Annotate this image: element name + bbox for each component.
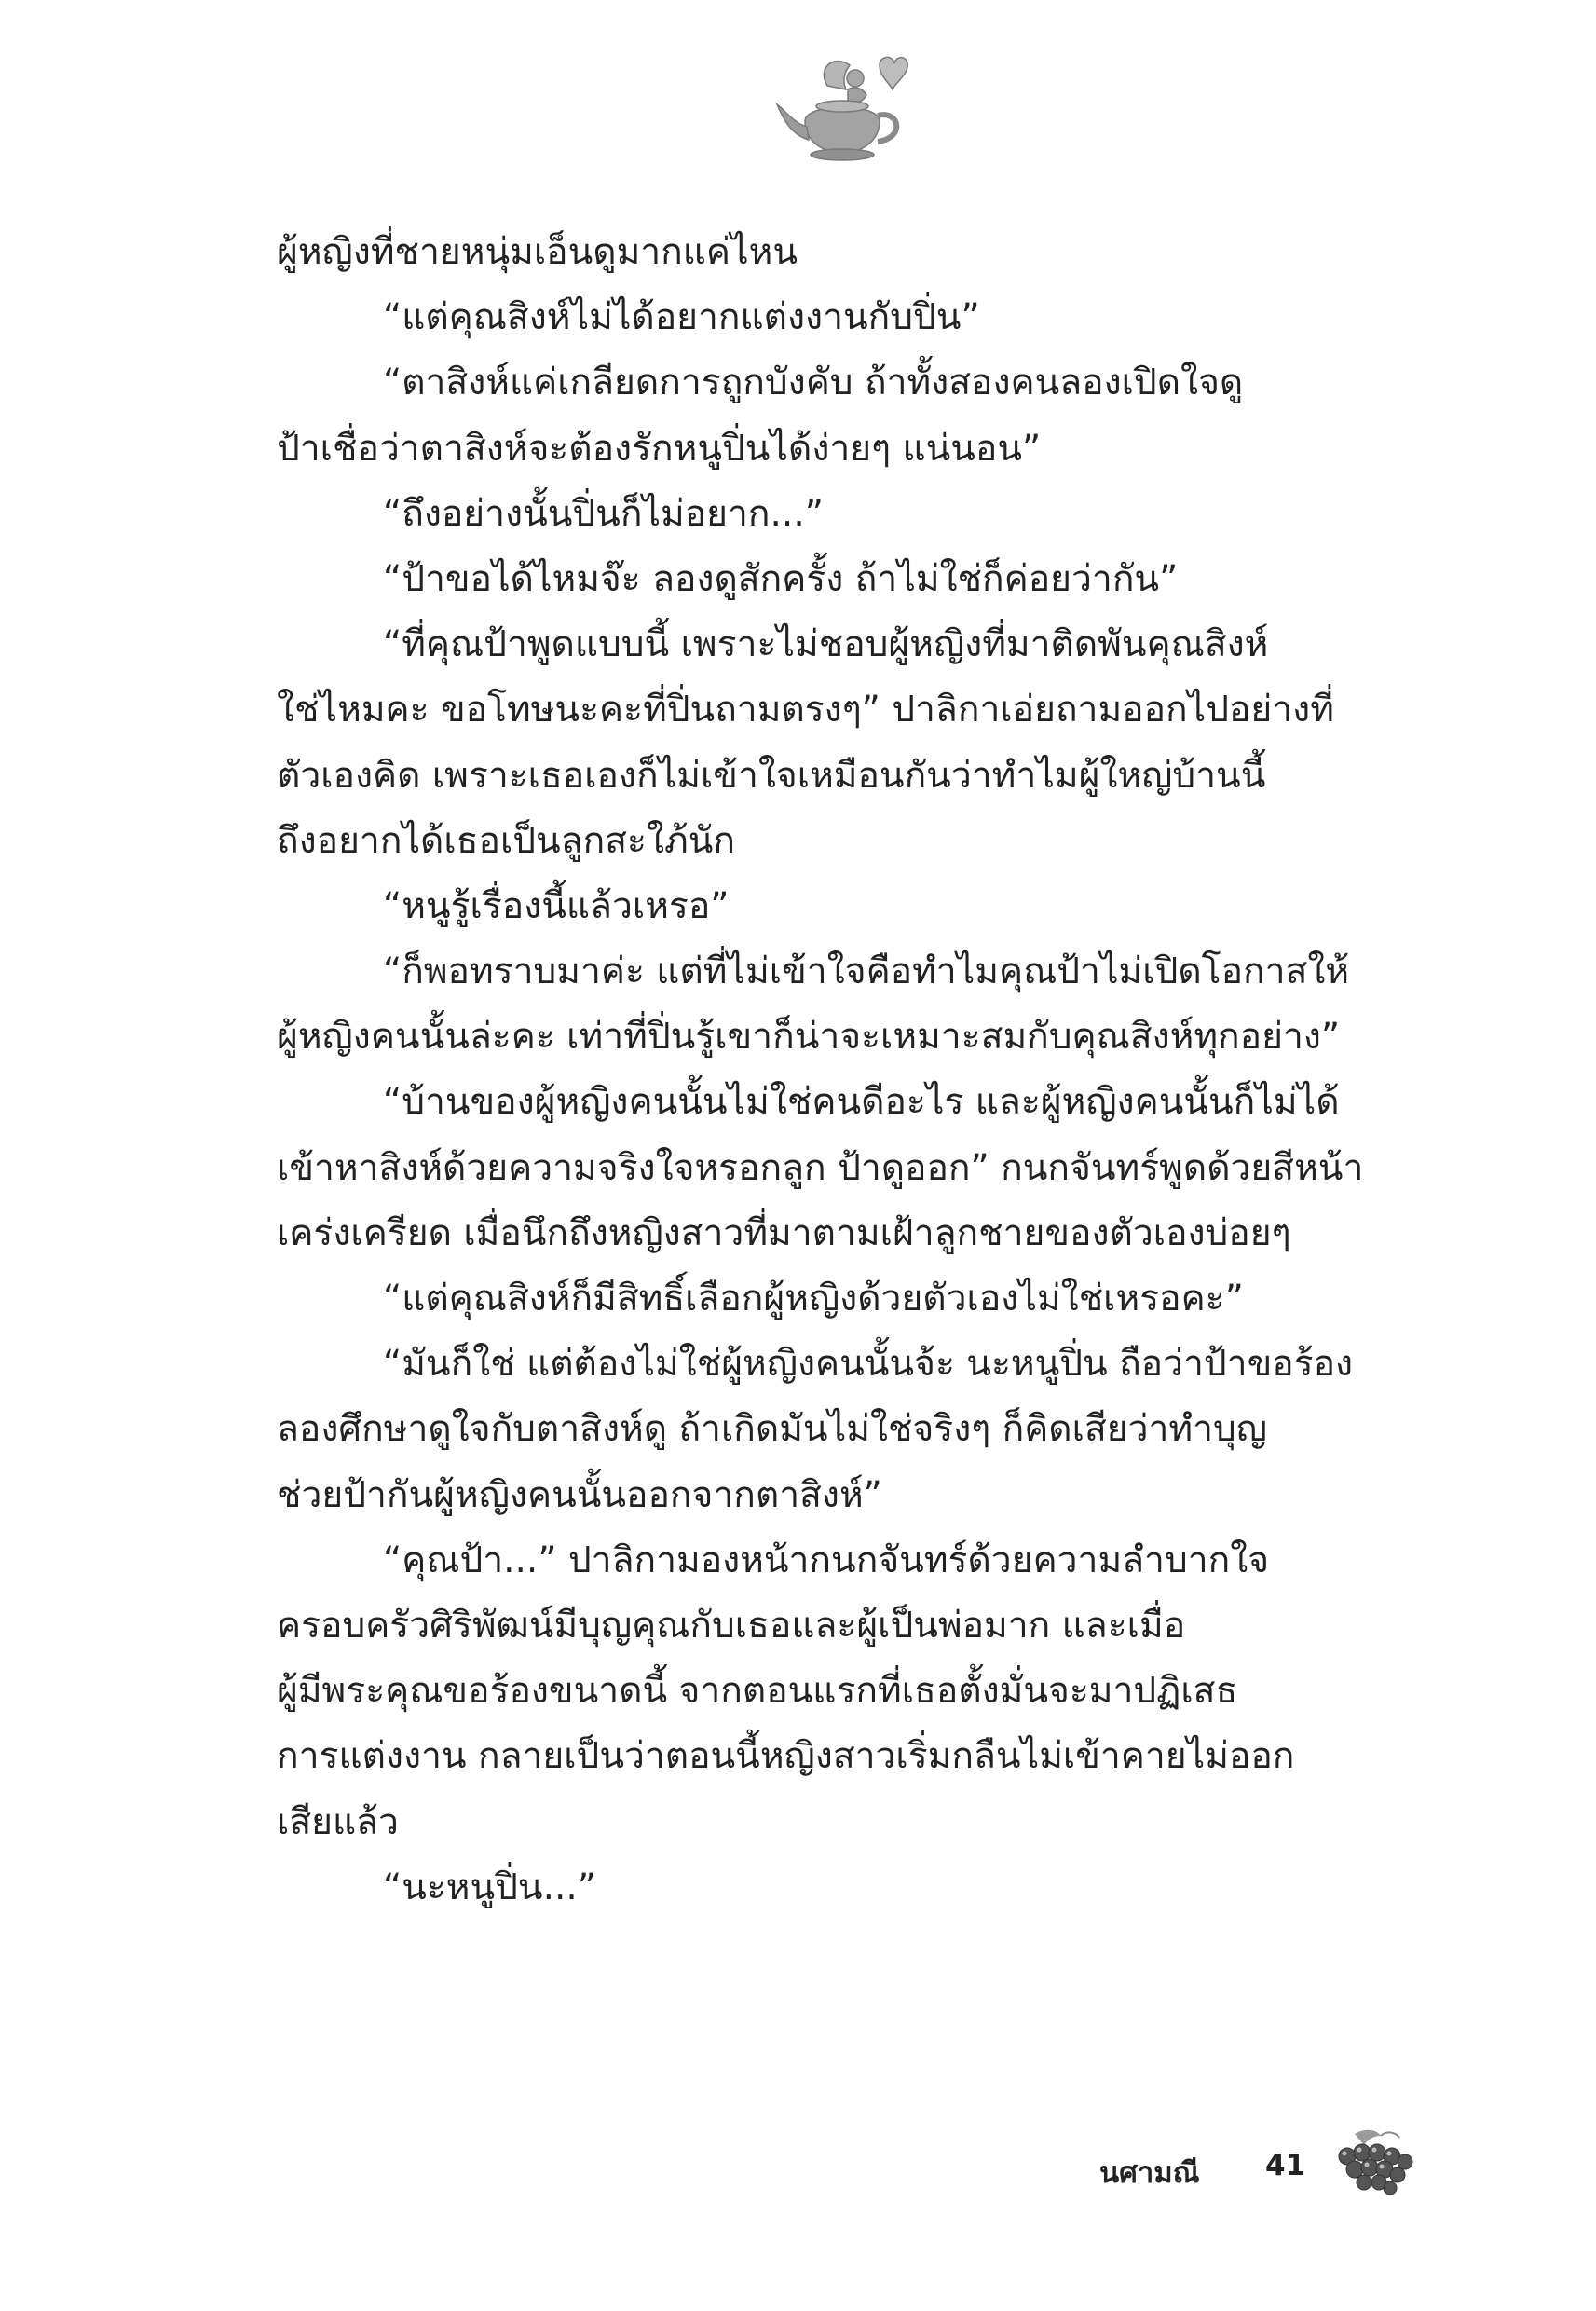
text-line: ช่วยป้ากันผู้หญิงคนนั้นออกจากตาสิงห์” — [277, 1473, 882, 1516]
paragraph — [277, 1855, 1421, 1921]
text-line: ใช่ไหมคะ ขอโทษนะคะที่ปิ่นถามตรงๆ” ปาลิกาเอ่ยถามออกไปอย่างที่ — [277, 689, 1334, 732]
text-line: “บ้านของผู้หญิงคนนั้นไม่ใช่คนดีอะไร และผู้หญิงคนนั้นก็ไม่ได้ — [383, 1081, 1340, 1124]
text-line: “ที่คุณป้าพูดแบบนี้ เพราะไม่ชอบผู้หญิงที่มาติดพันคุณสิงห์ — [383, 623, 1269, 666]
text-line: “แต่คุณสิงห์ก็มีสิทธิ์เลือกผู้หญิงด้วยตัวเองไม่ใช่เหรอคะ” — [383, 1278, 1244, 1320]
text-line: “หนูรู้เรื่องนี้แล้วเหรอ” — [383, 884, 730, 927]
text-line: ถึงอยากได้เธอเป็นลูกสะใภ้นัก — [277, 819, 735, 862]
paragraph — [277, 612, 1421, 874]
text-line: “ถึงอย่างนั้นปิ่นก็ไม่อยาก...” — [383, 492, 824, 535]
paragraph — [277, 874, 1421, 939]
text-line: “คุณป้า...” ปาลิกามองหน้ากนกจันทร์ด้วยความลำบากใจ — [383, 1538, 1270, 1581]
body-text — [277, 220, 1421, 1921]
paragraph — [277, 285, 1421, 350]
page-number: 41 — [1265, 2149, 1306, 2182]
teapot-cupid-ornament-icon — [770, 48, 919, 174]
text-line: เข้าหาสิงห์ด้วยความจริงใจหรอกลูก ป้าดูออก” กนกจันทร์พูดด้วยสีหน้า — [277, 1146, 1364, 1189]
author-name: นศามณี — [1099, 2156, 1200, 2190]
paragraph — [277, 547, 1421, 612]
text-line: “ป้าขอได้ไหมจ๊ะ ลองดูสักครั้ง ถ้าไม่ใช่ก็ค่อยว่ากัน” — [383, 557, 1179, 600]
paragraph — [277, 939, 1421, 1070]
text-line: ลองศึกษาดูใจกับตาสิงห์ดู ถ้าเกิดมันไม่ใช่จริงๆ ก็คิดเสียว่าทำบุญ — [277, 1408, 1268, 1451]
text-line: เสียแล้ว — [277, 1800, 399, 1843]
paragraph — [277, 220, 1421, 285]
text-line: การแต่งงาน กลายเป็นว่าตอนนี้หญิงสาวเริ่มกลืนไม่เข้าคายไม่ออก — [277, 1735, 1295, 1778]
text-line: “แต่คุณสิงห์ไม่ได้อยากแต่งงานกับปิ่น” — [383, 296, 980, 339]
text-line: ผู้หญิงคนนั้นล่ะคะ เท่าที่ปิ่นรู้เขาก็น่าจะเหมาะสมกับคุณสิงห์ทุกอย่าง” — [277, 1016, 1341, 1059]
paragraph — [277, 1528, 1421, 1855]
text-line: “มันก็ใช่ แต่ต้องไม่ใช่ผู้หญิงคนนั้นจ้ะ นะหนูปิ่น ถือว่าป้าขอร้อง — [383, 1343, 1354, 1386]
paragraph — [277, 1332, 1421, 1528]
paragraph — [277, 1266, 1421, 1332]
grapes-icon — [1327, 2125, 1420, 2199]
text-line: ผู้มีพระคุณขอร้องขนาดนี้ จากตอนแรกที่เธอตั้งมั่นจะมาปฏิเสธ — [277, 1670, 1238, 1713]
text-line: เคร่งเครียด เมื่อนึกถึงหญิงสาวที่มาตามเฝ้าลูกชายของตัวเองบ่อยๆ — [277, 1211, 1291, 1254]
text-line: “ก็พอทราบมาค่ะ แต่ที่ไม่เข้าใจคือทำไมคุณป้าไม่เปิดโอกาสให้ — [383, 950, 1350, 993]
paragraph — [277, 1070, 1421, 1266]
text-line: ตัวเองคิด เพราะเธอเองก็ไม่เข้าใจเหมือนกันว่าทำไมผู้ใหญ่บ้านนี้ — [277, 754, 1266, 797]
page-footer — [1099, 2145, 1435, 2201]
text-line: “ตาสิงห์แค่เกลียดการถูกบังคับ ถ้าทั้งสองคนลองเปิดใจดู — [383, 362, 1244, 404]
paragraph — [277, 350, 1421, 481]
text-line: ป้าเชื่อว่าตาสิงห์จะต้องรักหนูปิ่นได้ง่ายๆ แน่นอน” — [277, 427, 1042, 470]
text-line: ผู้หญิงที่ชายหนุ่มเอ็นดูมากแค่ไหน — [277, 231, 798, 273]
text-line: ครอบครัวศิริพัฒน์มีบุญคุณกับเธอและผู้เป็นพ่อมาก และเมื่อ — [277, 1604, 1186, 1647]
text-line: “นะหนูปิ่น...” — [383, 1866, 596, 1908]
paragraph — [277, 482, 1421, 547]
